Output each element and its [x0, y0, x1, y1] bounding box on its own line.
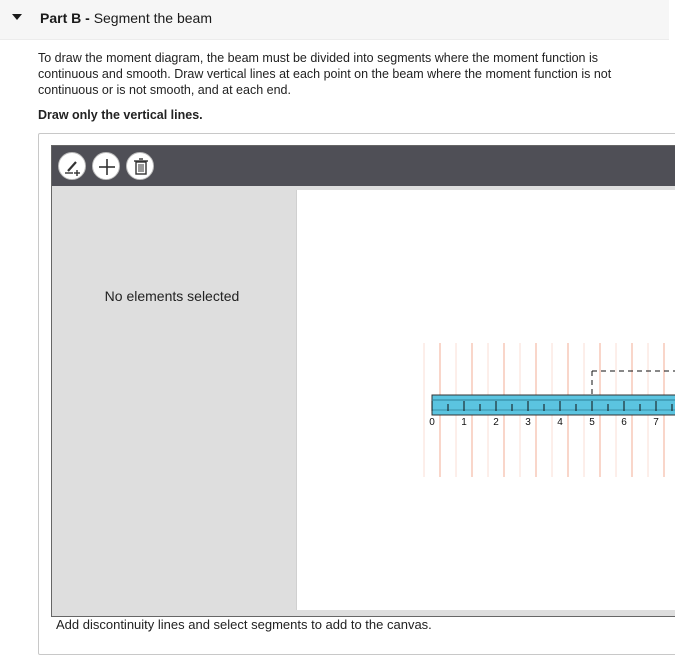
trash-icon [127, 153, 155, 181]
tick-label: 7 [653, 417, 659, 428]
delete-button[interactable] [126, 152, 154, 180]
add-icon [93, 153, 121, 181]
properties-panel [52, 186, 294, 616]
collapse-caret-icon[interactable] [12, 14, 22, 20]
tick-label: 0 [429, 417, 435, 428]
beam-body [432, 395, 675, 415]
part-name: Segment the beam [93, 10, 212, 26]
instructions-text: To draw the moment diagram, the beam must be divided into segments where the moment function is continuous and smooth. Draw vertical lines at each point on the beam where the moment function is not continuous or is not smooth, and at each end. [38, 51, 612, 97]
tick-label: 4 [557, 417, 563, 428]
part-label: Part B - [40, 10, 90, 26]
tick-label: 1 [461, 417, 467, 428]
no-selection-message: No elements selected [104, 288, 240, 304]
tick-label: 2 [493, 417, 499, 428]
bold-instruction: Draw only the vertical lines. [38, 108, 203, 122]
tick-label: 3 [525, 417, 531, 428]
drawing-widget [38, 133, 675, 655]
add-button[interactable] [92, 152, 120, 180]
beam-diagram[interactable] [297, 190, 675, 610]
widget-inner [51, 145, 675, 617]
drawing-canvas[interactable] [296, 190, 675, 610]
tick-label: 6 [621, 417, 627, 428]
part-header[interactable] [0, 0, 669, 40]
status-text: Add discontinuity lines and select segments to add to the canvas. [56, 617, 432, 632]
pencil-add-icon [59, 153, 87, 181]
part-title [40, 10, 212, 26]
draw-line-button[interactable] [58, 152, 86, 180]
toolbar [52, 146, 675, 186]
tick-label: 5 [589, 417, 595, 428]
